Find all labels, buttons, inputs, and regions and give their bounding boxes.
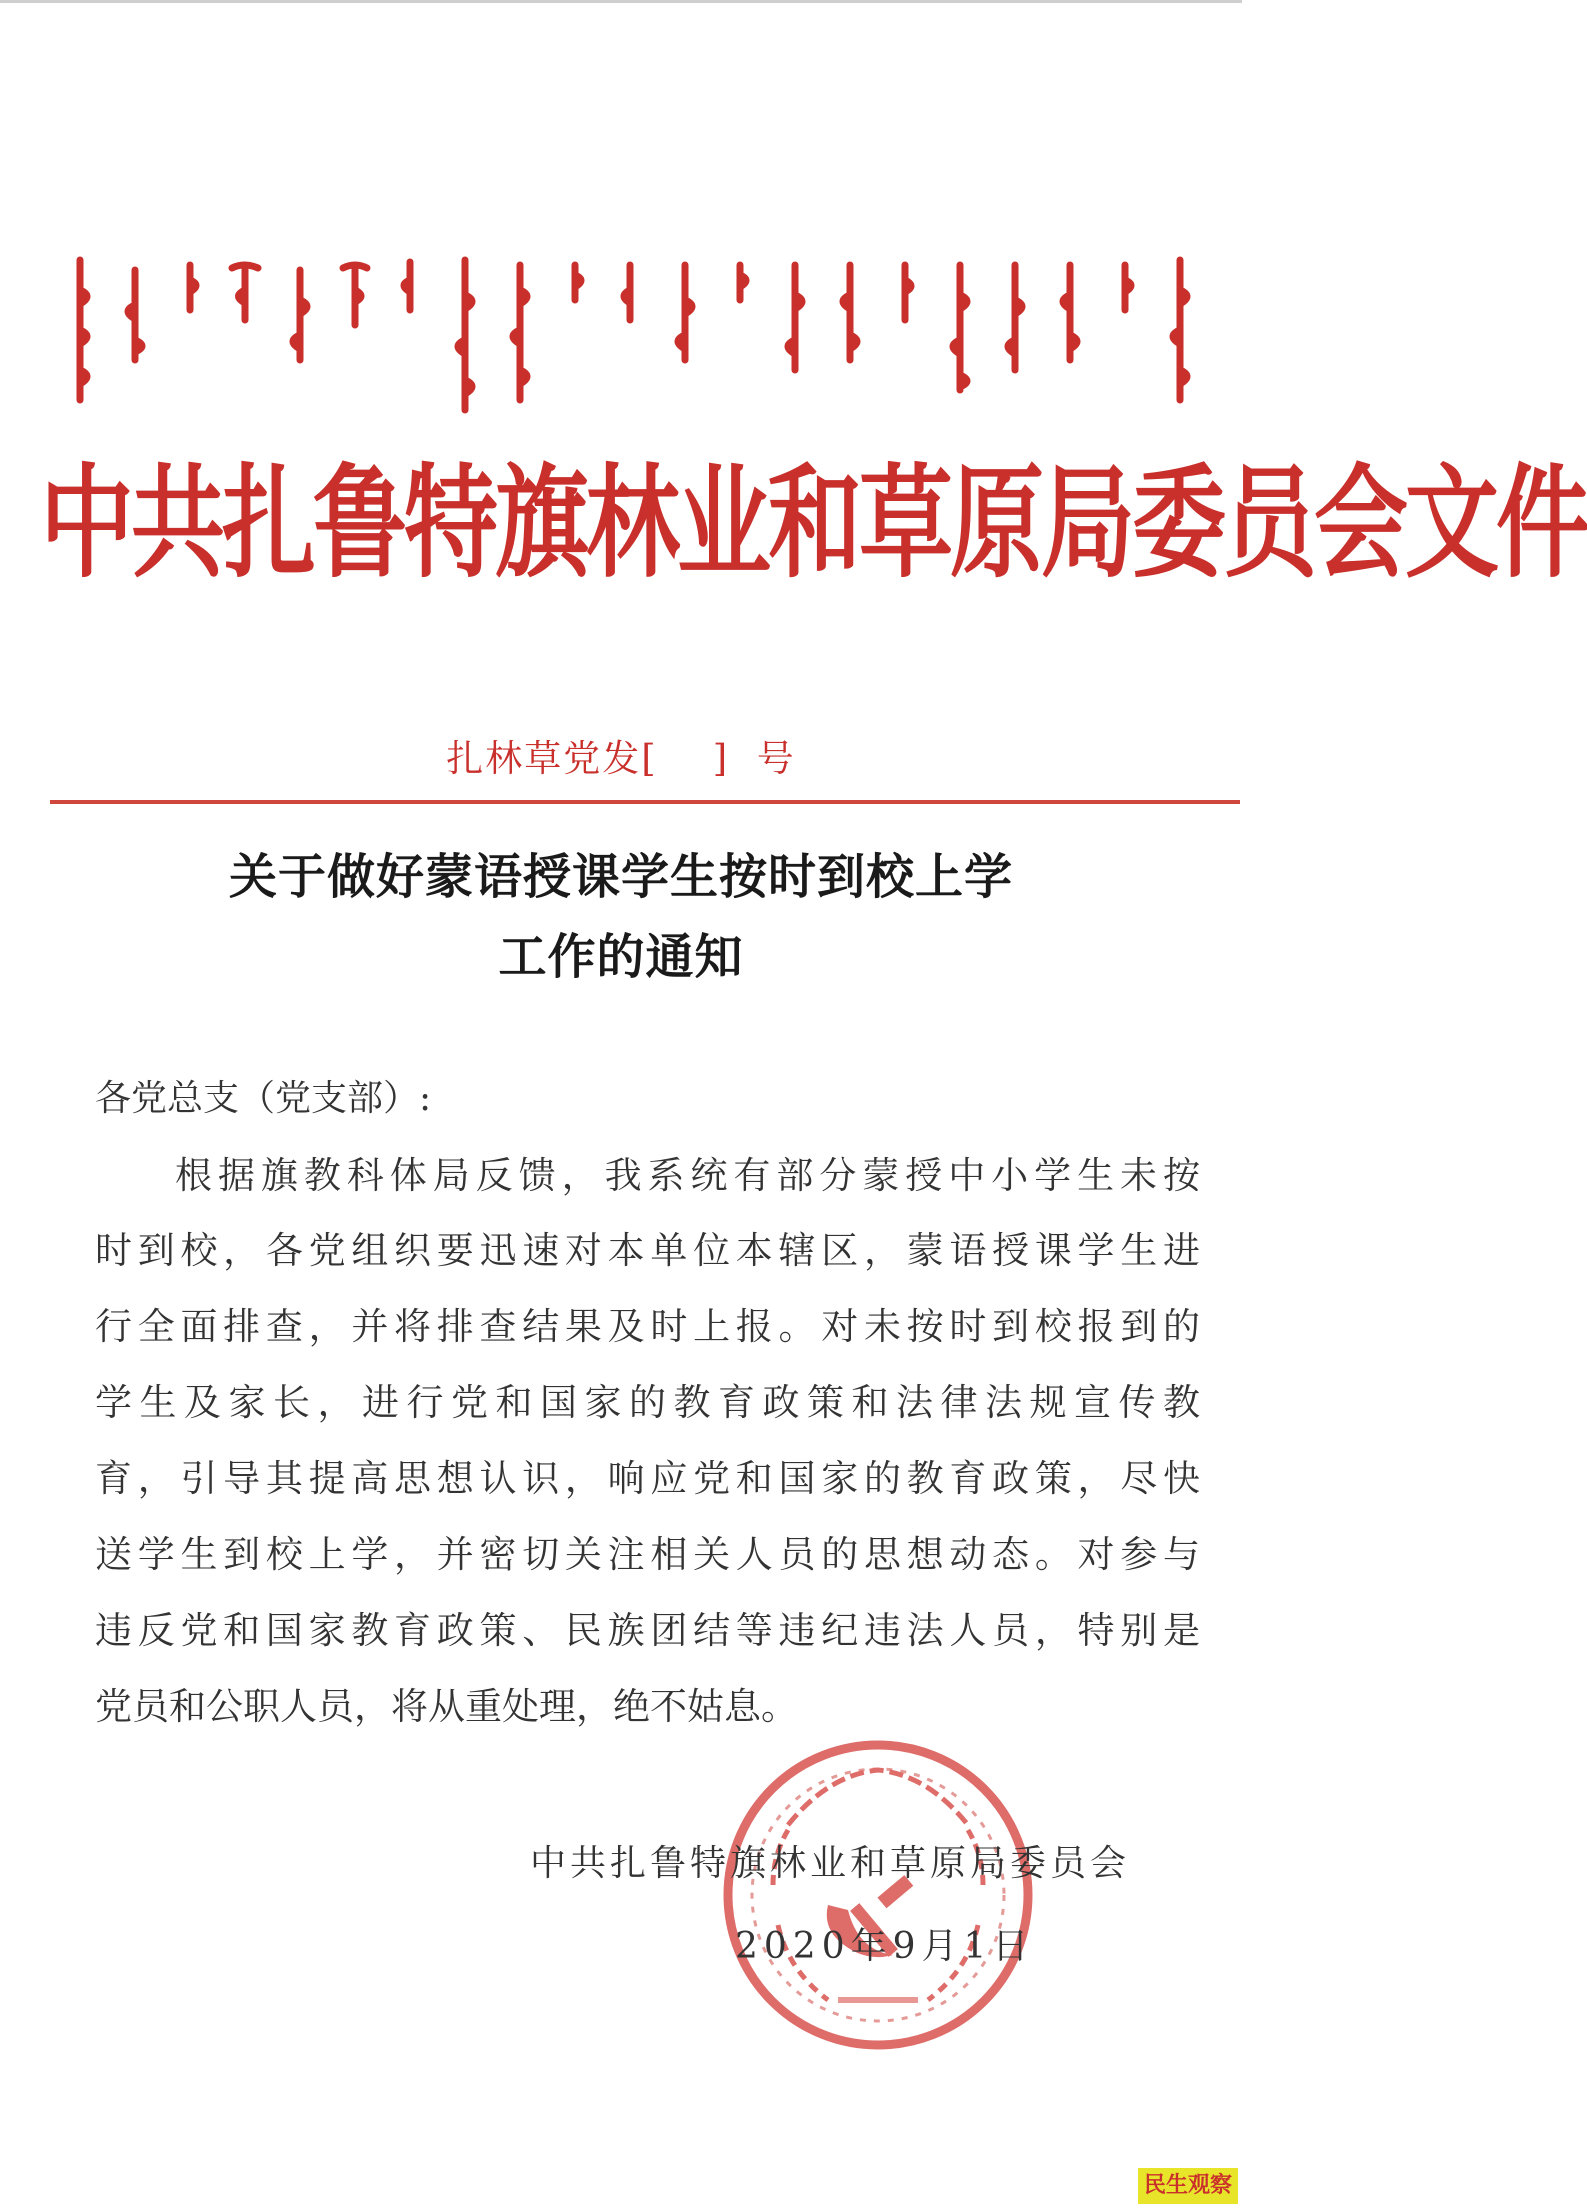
- watermark-badge: 民生观察: [1138, 2168, 1238, 2204]
- official-seal: [718, 1735, 1038, 2055]
- body-line: 时到校，各党组织要迅速对本单位本辖区，蒙语授课学生进: [95, 1229, 1200, 1272]
- body-line: 育，引导其提高思想认识，响应党和国家的教育政策，尽快: [95, 1457, 1200, 1500]
- masthead-title: 中共扎鲁特旗林业和草原局委员会文件: [40, 453, 1587, 596]
- body-line: 送学生到校上学，并密切关注相关人员的思想动态。对参与: [95, 1533, 1200, 1576]
- body-line: 党员和公职人员，将从重处理，绝不姑息。: [95, 1685, 798, 1728]
- seal-graphic: [718, 1735, 1038, 2055]
- red-divider: [50, 800, 1240, 804]
- body-line: 根据旗教科体局反馈，我系统有部分蒙授中小学生未按: [175, 1154, 1200, 1197]
- signature-date: 2020年9月1日: [735, 1926, 1035, 1967]
- mongolian-script-header: [60, 250, 1220, 420]
- mongolian-script-graphic: [60, 250, 1220, 420]
- top-border: [0, 0, 1242, 3]
- notice-title-line-2: 工作的通知: [498, 929, 744, 985]
- body-line: 行全面排查，并将排查结果及时上报。对未按时到校报到的: [95, 1305, 1200, 1348]
- body-line: 学生及家长，进行党和国家的教育政策和法律法规宣传教: [95, 1381, 1200, 1424]
- issuer-signature: 中共扎鲁特旗林业和草原局委员会: [530, 1843, 1131, 1884]
- notice-title-line-1: 关于做好蒙语授课学生按时到校上学: [228, 849, 1013, 905]
- body-line: 违反党和国家教育政策、民族团结等违纪违法人员，特别是: [95, 1609, 1200, 1652]
- document-number: 扎林草党发[ ] 号: [446, 737, 796, 780]
- salutation: 各党总支（党支部）:: [95, 1078, 432, 1119]
